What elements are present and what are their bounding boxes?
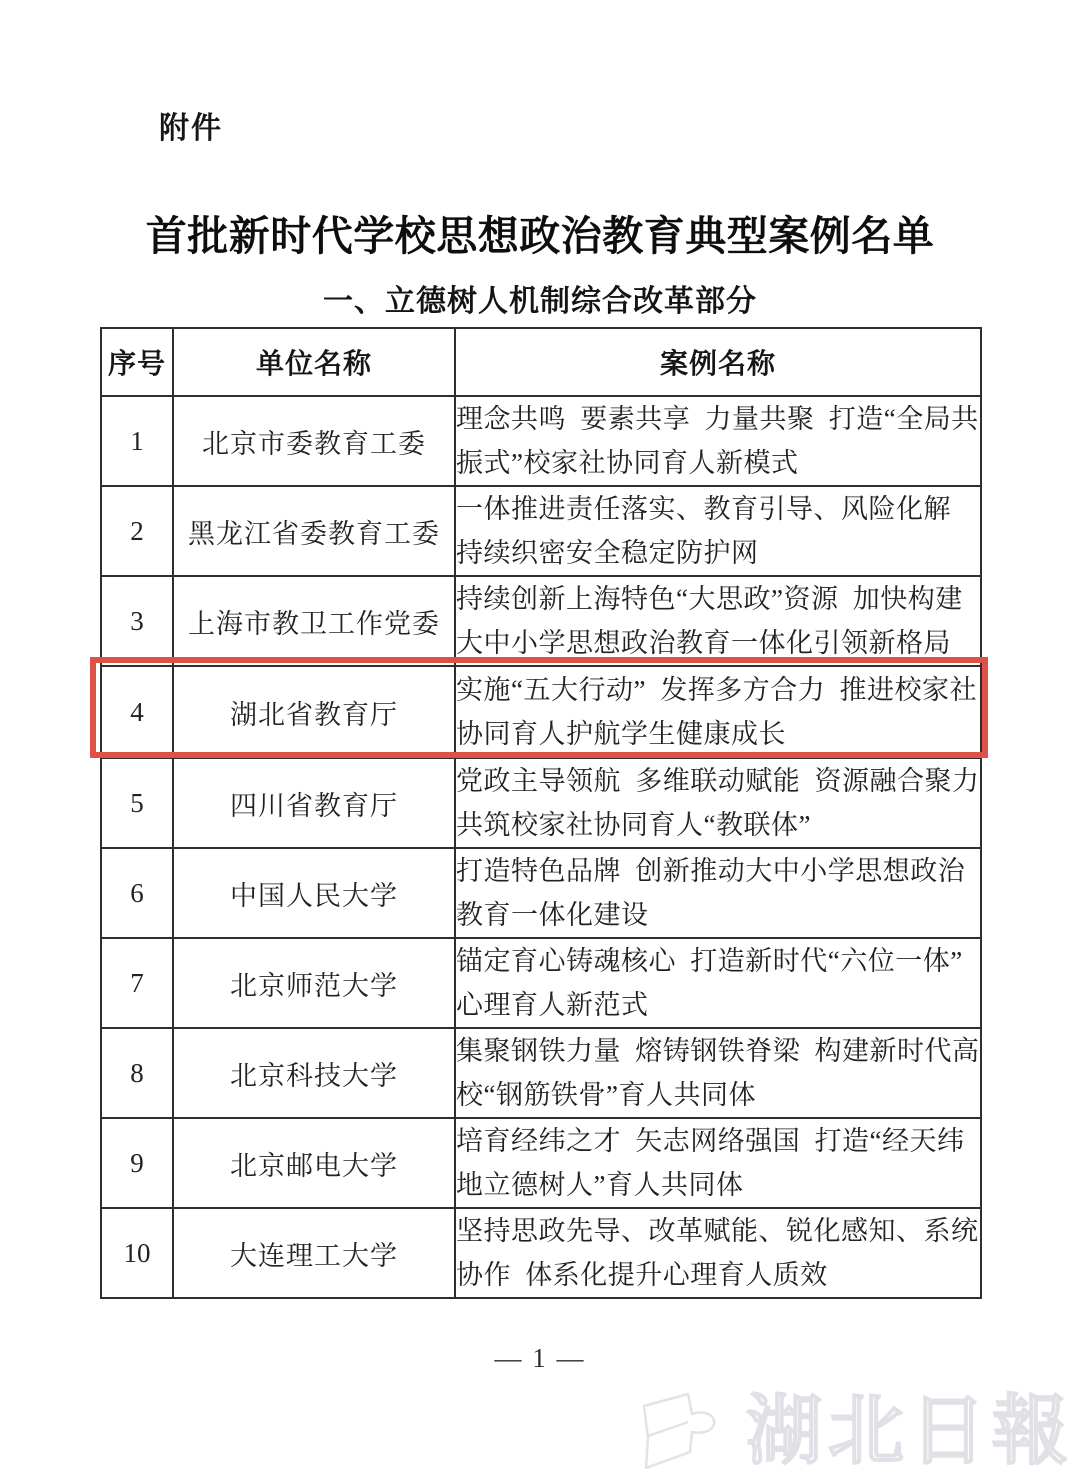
table-row <box>101 758 981 848</box>
page-number: — 1 — <box>494 1343 586 1373</box>
row-index: 8 <box>101 1028 173 1118</box>
table-row <box>101 938 981 1028</box>
table-header-row <box>101 328 981 396</box>
unit-name: 湖北省教育厅 <box>173 666 455 758</box>
page-title: 首批新时代学校思想政治教育典型案例名单 <box>145 213 935 259</box>
section-subtitle: 一、立德树人机制综合改革部分 <box>323 285 757 318</box>
table-row <box>101 1118 981 1208</box>
table-row <box>101 666 981 758</box>
case-name: 坚持思政先导、改革赋能、锐化感知、系统协作 体系化提升心理育人质效 <box>455 1208 981 1298</box>
row-index: 2 <box>101 486 173 576</box>
unit-name: 上海市教卫工作党委 <box>173 576 455 666</box>
case-name: 实施“五大行动” 发挥多方合力 推进校家社协同育人护航学生健康成长 <box>455 666 981 758</box>
case-name: 集聚钢铁力量 熔铸钢铁脊梁 构建新时代高校“钢筋铁骨”育人共同体 <box>455 1028 981 1118</box>
case-name: 培育经纬之才 矢志网络强国 打造“经天纬地立德树人”育人共同体 <box>455 1118 981 1208</box>
case-name: 锚定育心铸魂核心 打造新时代“六位一体”心理育人新范式 <box>455 938 981 1028</box>
row-index: 5 <box>101 758 173 848</box>
row-index: 6 <box>101 848 173 938</box>
table-row <box>101 396 981 486</box>
unit-name: 四川省教育厅 <box>173 758 455 848</box>
unit-name: 北京师范大学 <box>173 938 455 1028</box>
case-name: 党政主导领航 多维联动赋能 资源融合聚力 共筑校家社协同育人“教联体” <box>455 758 981 848</box>
table-row <box>101 848 981 938</box>
table-row <box>101 1208 981 1298</box>
unit-name: 北京邮电大学 <box>173 1118 455 1208</box>
col-header-case: 案例名称 <box>455 328 981 396</box>
table-row <box>101 1028 981 1118</box>
unit-name: 北京科技大学 <box>173 1028 455 1118</box>
unit-name: 大连理工大学 <box>173 1208 455 1298</box>
case-name: 打造特色品牌 创新推动大中小学思想政治教育一体化建设 <box>455 848 981 938</box>
row-index: 9 <box>101 1118 173 1208</box>
case-name: 持续创新上海特色“大思政”资源 加快构建大中小学思想政治教育一体化引领新格局 <box>455 576 981 666</box>
case-name: 一体推进责任落实、教育引导、风险化解 持续织密安全稳定防护网 <box>455 486 981 576</box>
hubei-daily-watermark <box>636 1388 1074 1476</box>
unit-name: 中国人民大学 <box>173 848 455 938</box>
case-name: 理念共鸣 要素共享 力量共聚 打造“全局共振式”校家社协同育人新模式 <box>455 396 981 486</box>
table-row <box>101 576 981 666</box>
col-header-unit: 单位名称 <box>173 328 455 396</box>
row-index: 10 <box>101 1208 173 1298</box>
unit-name: 北京市委教育工委 <box>173 396 455 486</box>
cases-table <box>100 327 982 1299</box>
row-index: 4 <box>101 666 173 758</box>
table-body <box>101 396 981 1298</box>
watermark-text: 湖北日報 <box>746 1390 1074 1474</box>
attachment-label: 附件 <box>159 112 223 145</box>
table-row <box>101 486 981 576</box>
row-index: 7 <box>101 938 173 1028</box>
row-index: 1 <box>101 396 173 486</box>
unit-name: 黑龙江省委教育工委 <box>173 486 455 576</box>
hubei-daily-logo-icon <box>636 1388 728 1476</box>
row-index: 3 <box>101 576 173 666</box>
col-header-index: 序号 <box>101 328 173 396</box>
